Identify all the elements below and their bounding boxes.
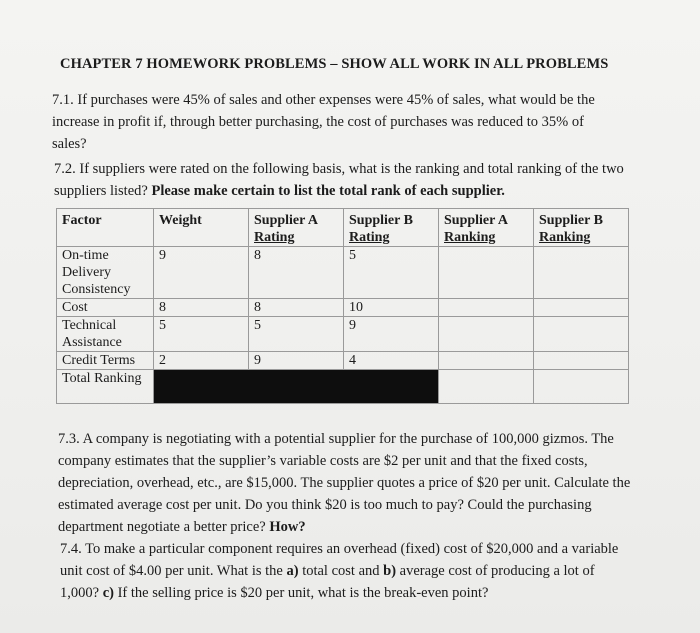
- label-c: c): [102, 585, 114, 601]
- row-weight: 9: [154, 247, 249, 299]
- problem-7-4-part4: If the selling price is $20 per unit, what is the break-even point?: [113, 585, 489, 601]
- row-supplier-b-ranking: [534, 299, 629, 317]
- header-supplier-b-rating: Supplier B Rating: [344, 209, 439, 247]
- row-supplier-b-ranking: [534, 317, 629, 352]
- row-factor: Cost: [57, 299, 154, 317]
- problem-7-4-part1: 7.4. To make a particular component requires an overhead (fixed) cost of $20,000 and a variable unit cost of $4.00 per unit. What is the: [60, 541, 619, 579]
- header-supplier-a-ranking: Supplier A Ranking: [439, 209, 534, 247]
- problem-7-4-part2: total cost and: [298, 563, 384, 579]
- row-supplier-a-rating: 8: [249, 247, 344, 299]
- row-weight: 5: [154, 317, 249, 352]
- row-supplier-a-ranking: [439, 247, 534, 299]
- total-supplier-a-ranking: [439, 370, 534, 404]
- table-row: [57, 317, 629, 352]
- problem-7-2-text: 7.2. If suppliers were rated on the following basis, what is the ranking and total ranking of the two suppliers listed?: [54, 161, 624, 199]
- row-supplier-b-rating: 4: [344, 352, 439, 370]
- supplier-ranking-table: [56, 208, 629, 404]
- problem-7-3: [58, 428, 638, 538]
- row-supplier-a-ranking: [439, 317, 534, 352]
- row-supplier-b-rating: 10: [344, 299, 439, 317]
- row-supplier-a-ranking: [439, 352, 534, 370]
- table-row: [57, 352, 629, 370]
- problem-7-4: [60, 538, 635, 604]
- table-row: [57, 247, 629, 299]
- header-weight: Weight: [154, 209, 249, 247]
- row-factor: Credit Terms: [57, 352, 154, 370]
- row-factor: Technical Assistance: [57, 317, 154, 352]
- label-b: b): [383, 563, 397, 579]
- problem-7-3-how: How?: [269, 519, 306, 535]
- table-header-row: [57, 209, 629, 247]
- row-supplier-a-rating: 9: [249, 352, 344, 370]
- row-weight: 2: [154, 352, 249, 370]
- header-supplier-b-ranking: Supplier B Ranking: [534, 209, 629, 247]
- header-factor: Factor: [57, 209, 154, 247]
- label-a: a): [286, 563, 299, 579]
- row-weight: 8: [154, 299, 249, 317]
- header-supplier-a-rating: Supplier A Rating: [249, 209, 344, 247]
- total-row: [57, 370, 629, 404]
- problem-7-4-part3: average cost of producing a lot of 1,000?: [60, 563, 595, 601]
- page-heading: CHAPTER 7 HOMEWORK PROBLEMS – SHOW ALL WORK IN ALL PROBLEMS: [60, 56, 609, 72]
- blacked-out-cell: [154, 370, 439, 404]
- problem-7-1: 7.1. If purchases were 45% of sales and other expenses were 45% of sales, what would be the increase in profit if, through better purchasing, the cost of purchases was reduced to 35% of sales?: [52, 92, 595, 152]
- row-supplier-b-ranking: [534, 247, 629, 299]
- table-row: [57, 299, 629, 317]
- problem-7-3-text: 7.3. A company is negotiating with a potential supplier for the purchase of 100,000 gizmos. The company estimates that the supplier’s variable costs are $2 per unit and that the fixed costs, depreciation, overhead, etc., are $15,000. The supplier quotes a price of $20 per unit. Calculate the estimated average cost per unit. Do you think $20 is too much to pay? Could the purchasing department negotiate a better price?: [58, 431, 631, 535]
- row-supplier-a-rating: 8: [249, 299, 344, 317]
- row-supplier-a-ranking: [439, 299, 534, 317]
- problem-7-2: [54, 158, 624, 202]
- total-ranking-label: Total Ranking: [57, 370, 154, 404]
- problem-7-2-instruction: Please make certain to list the total rank of each supplier.: [151, 183, 505, 199]
- total-supplier-b-ranking: [534, 370, 629, 404]
- row-factor: On-time Delivery Consistency: [57, 247, 154, 299]
- row-supplier-a-rating: 5: [249, 317, 344, 352]
- row-supplier-b-ranking: [534, 352, 629, 370]
- row-supplier-b-rating: 5: [344, 247, 439, 299]
- row-supplier-b-rating: 9: [344, 317, 439, 352]
